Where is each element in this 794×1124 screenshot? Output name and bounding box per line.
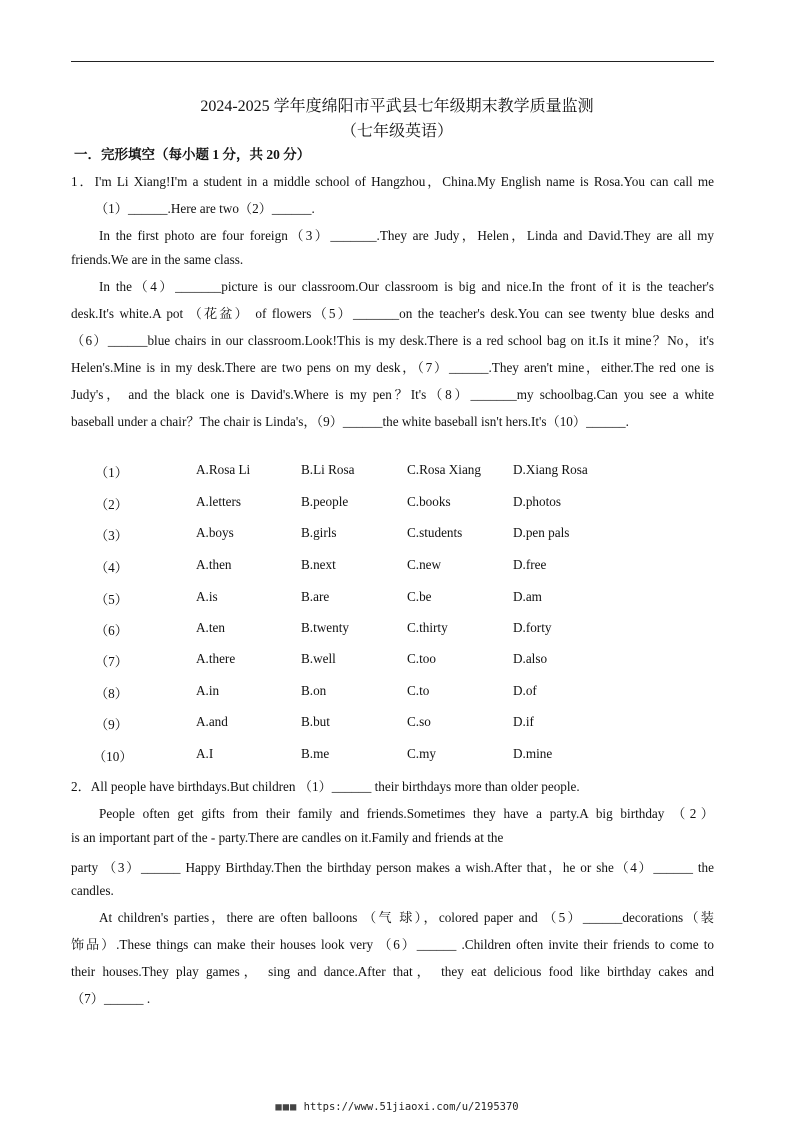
option-b: B.on [301,683,327,698]
option-c: C.students [407,525,463,540]
option-number: （4） [95,560,128,575]
q2-line: party （3）______ Happy Birthday.Then the birthday person makes a wish.After that，he or she（4）______ the [71,860,714,875]
option-d: D.am [513,589,542,604]
option-b: B.twenty [301,620,349,635]
option-a: A.ten [196,620,225,635]
option-number: （10） [93,749,133,764]
q2-line: is an important part of the - party.There are candles on it.Family and friends at the [71,830,504,845]
option-a: A.in [196,683,220,698]
option-a: A.is [196,589,218,604]
option-c: C.to [407,683,430,698]
option-b: B.Li Rosa [301,462,355,477]
option-b: B.people [301,494,349,509]
option-b: B.are [301,589,330,604]
q2-line: their houses.They play games， sing and dance.After that， they eat delicious food like birthday cakes and [71,964,714,979]
option-c: C.too [407,651,436,666]
q2-line: At children's parties，there are often balloons （气 球），colored paper and （5）______decorations（装 [99,910,714,925]
q2-line: candles. [71,883,114,898]
option-a: A.I [196,746,214,761]
option-c: C.my [407,746,436,761]
option-c: C.be [407,589,432,604]
option-number: （3） [95,528,128,543]
q1-line: （1）______.Here are two（2）______. [95,201,315,216]
option-d: D.free [513,557,547,572]
option-number: （6） [95,623,128,638]
option-d: D.photos [513,494,561,509]
option-d: D.pen pals [513,525,570,540]
q1-line: desk.It's white.A pot （花盆） of flowers（5）_______on the teacher's desk.You can see twenty blue desks and [71,306,714,321]
option-number: （8） [95,686,128,701]
option-d: D.of [513,683,537,698]
q1-line: （6）______blue chairs in our classroom.Look!This is my desk.There is a red school bag on it.Is it mine？No，it's [71,333,714,348]
q2-line: （7）______ . [71,991,151,1006]
q1-line: Helen's.Mine is in my desk.There are two pens on my desk，（7）______.They aren't mine，either.The red one is [71,360,714,375]
footer-marks: ■■■ [275,1101,298,1113]
option-d: D.forty [513,620,552,635]
option-a: A.and [196,714,228,729]
page-title: 2024-2025 学年度绵阳市平武县七年级期末教学质量监测 [200,98,594,115]
q2-line: People often get gifts from their family and friends.Sometimes they have a party.A big birthday （2） [99,806,714,821]
option-number: （1） [95,465,128,480]
option-a: A.there [196,651,236,666]
option-d: D.also [513,651,548,666]
option-c: C.thirty [407,620,448,635]
footer [0,1101,794,1113]
option-c: C.new [407,557,442,572]
option-a: A.letters [196,494,242,509]
q1-line: 1．I'm Li Xiang!I'm a student in a middle school of Hangzhou，China.My English name is Rosa.You can call me [71,174,714,189]
option-c: C.books [407,494,451,509]
option-a: A.boys [196,525,234,540]
q1-line: In the first photo are four foreign（3）_______.They are Judy，Helen，Linda and David.They are all my [99,228,714,243]
option-b: B.me [301,746,330,761]
option-c: C.Rosa Xiang [407,462,481,477]
q1-line: friends.We are in the same class. [71,252,244,267]
header-rule [71,61,714,62]
option-d: D.if [513,714,534,729]
option-b: B.next [301,557,336,572]
q2-line: 饰品）.These things can make their houses look very （6）______ .Children often invite their friends to come to [71,937,714,952]
option-d: D.Xiang Rosa [513,462,588,477]
footer-url-link[interactable]: https://www.51jiaoxi.com/u/2195370 [303,1101,519,1113]
option-b: B.but [301,714,330,729]
option-number: （5） [95,592,128,607]
q1-line: baseball under a chair？The chair is Linda's，（9）______the white baseball isn't hers.It's（10）______. [71,414,629,429]
option-b: B.well [301,651,336,666]
option-number: （9） [95,717,128,732]
option-c: C.so [407,714,431,729]
q2-line: 2．All people have birthdays.But children （1）______ their birthdays more than older people. [71,779,580,794]
option-d: D.mine [513,746,553,761]
q1-line: In the（4）_______picture is our classroom.Our classroom is big and nice.In the front of it is the teacher's [99,279,714,294]
option-b: B.girls [301,525,337,540]
page-subtitle: （七年级英语） [340,123,453,140]
section-heading: 一．完形填空（每小题 1 分，共 20 分） [74,147,311,162]
option-a: A.then [196,557,232,572]
option-number: （2） [95,497,128,512]
option-a: A.Rosa Li [196,462,251,477]
option-number: （7） [95,654,128,669]
q1-line: Judy's， and the black one is David's.Where is my pen？It's（8）_______my schoolbag.Can you see a white [71,387,714,402]
